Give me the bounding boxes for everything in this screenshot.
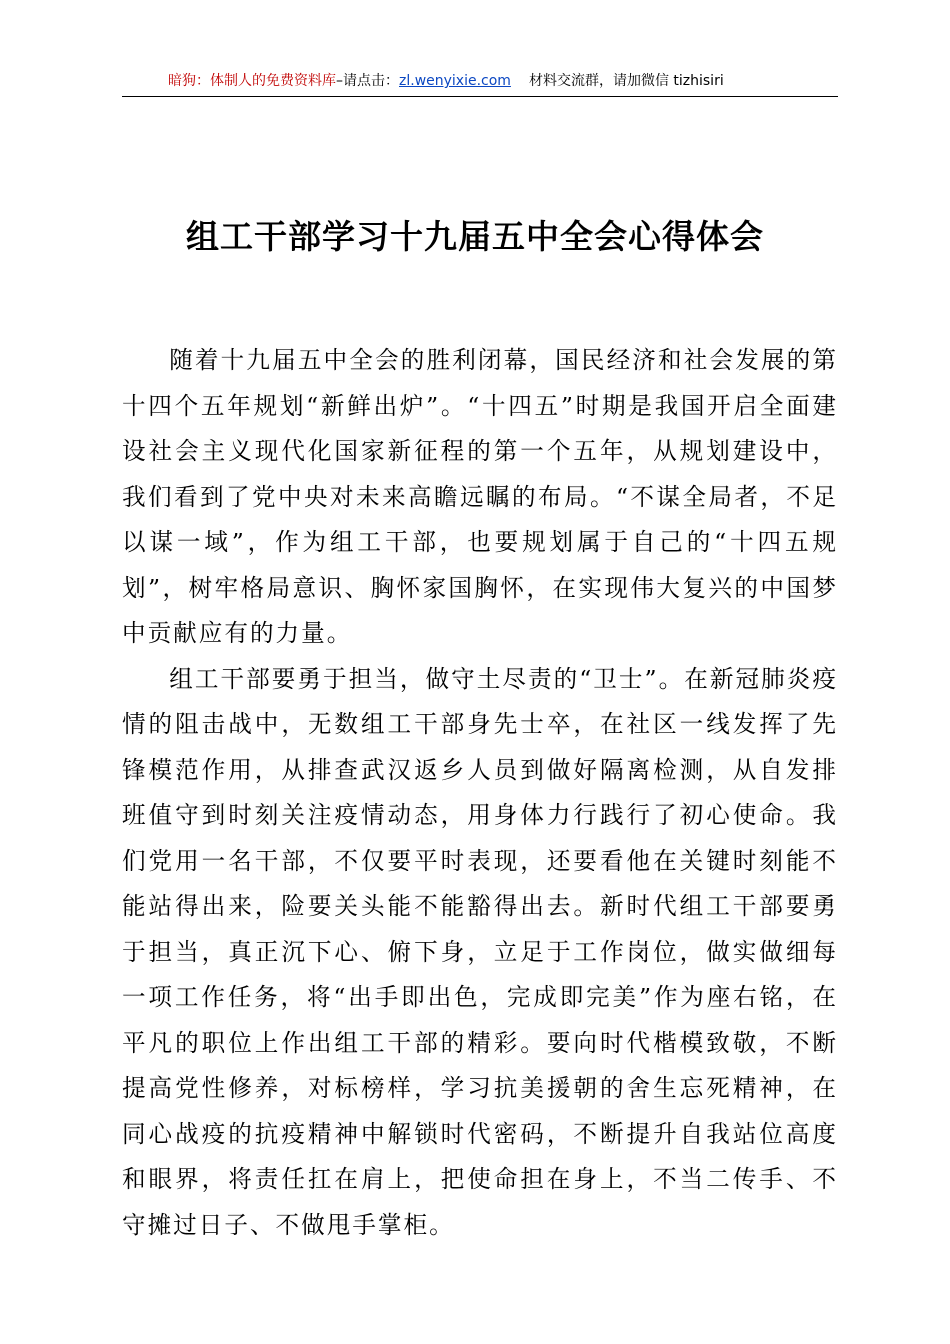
- page-header: [122, 70, 838, 97]
- document-title: 组工干部学习十九届五中全会心得体会: [186, 217, 764, 256]
- paragraph-2: 组工干部要勇于担当，做守土尽责的“卫士”。在新冠肺炎疫情的阻击战中，无数组工干部身先士卒，在社区一线发挥了先锋模范作用，从排查武汉返乡人员到做好隔离检测，从自发排班值守到时刻关注疫情动态，用身体力行践行了初心使命。我们党用一名干部，不仅要平时表现，还要看他在关键时刻能不能站得出来，险要关头能不能豁得出去。新时代组工干部要勇于担当，真正沉下心、俯下身，立足于工作岗位，做实做细每一项工作任务，将“出手即出色，完成即完美”作为座右铭，在平凡的职位上作出组工干部的精彩。要向时代楷模致敬，不断提高党性修养，对标榜样，学习抗美援朝的舍生忘死精神，在同心战疫的抗疫精神中解锁时代密码，不断提升自我站位高度和眼界，将责任扛在肩上，把使命担在身上，不当二传手、不守摊过日子、不做甩手掌柜。: [122, 664, 838, 1239]
- header-prompt: –请点击：: [336, 73, 399, 89]
- header-link[interactable]: zl.wenyixie.com: [399, 73, 511, 89]
- header-wechat-note: 材料交流群，请加微信 tizhisiri: [528, 73, 724, 89]
- paragraph-1: 随着十九届五中全会的胜利闭幕，国民经济和社会发展的第十四个五年规划“新鲜出炉”。“十四五”时期是我国开启全面建设社会主义现代化国家新征程的第一个五年，从规划建设中，我们看到了党中央对未来高瞻远瞩的布局。“不谋全局者，不足以谋一域”，作为组工干部，也要规划属于自己的“十四五规划”，树牢格局意识、胸怀家国胸怀，在实现伟大复兴的中国梦中贡献应有的力量。: [122, 346, 838, 647]
- header-brand: 暗狗：体制人的免费资料库: [168, 73, 336, 89]
- header-line: [168, 70, 724, 92]
- document-body: [122, 338, 838, 1248]
